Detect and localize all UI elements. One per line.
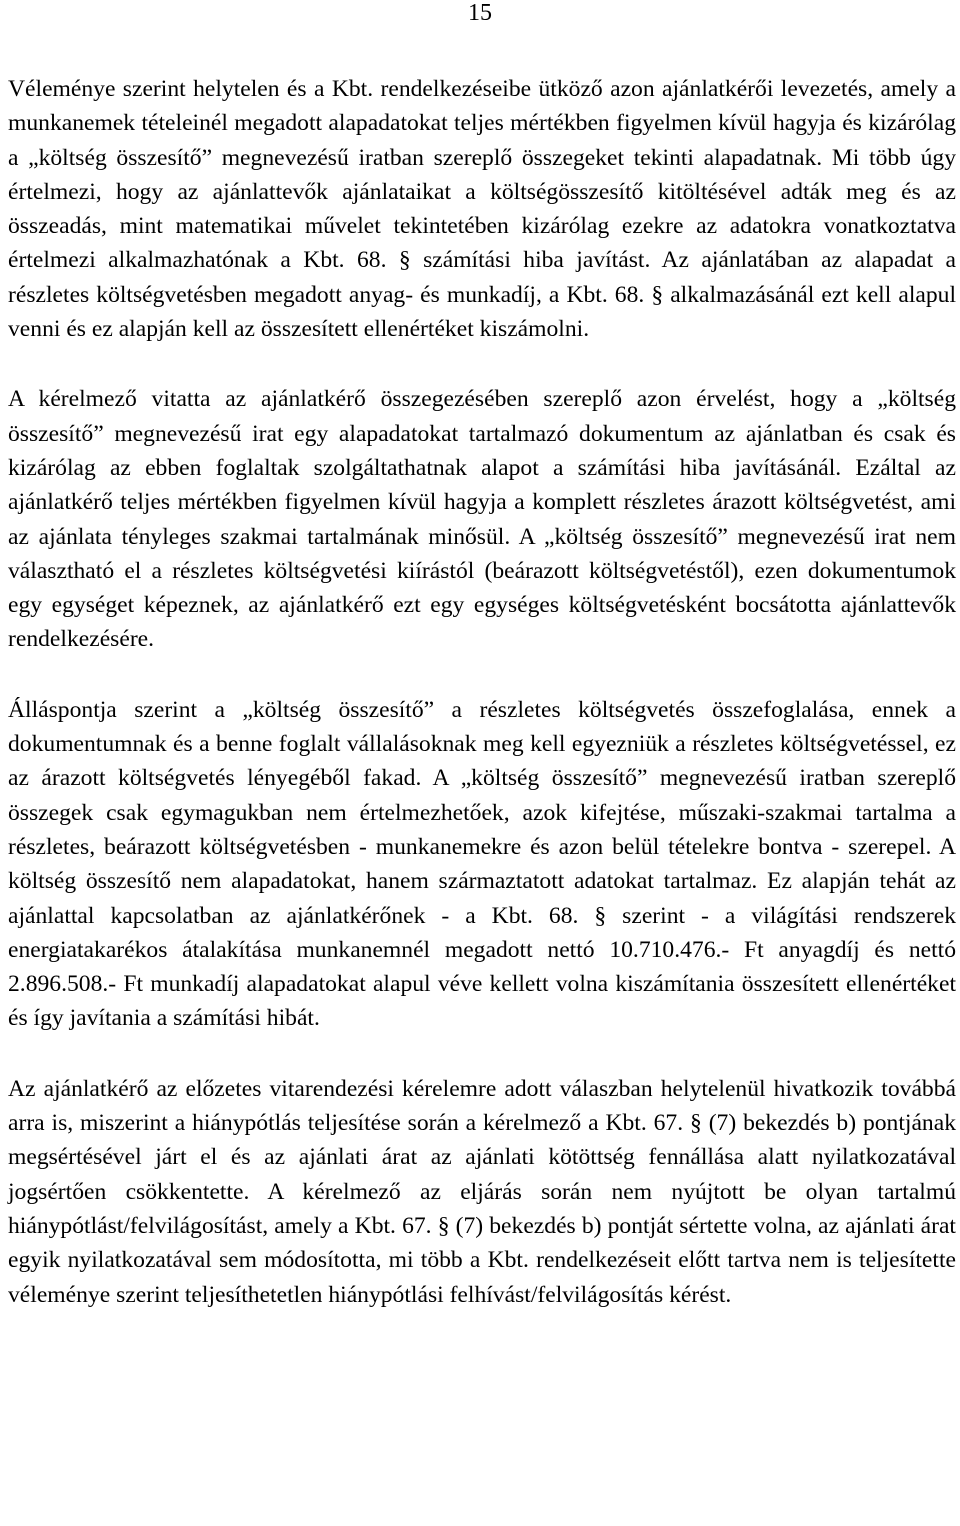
document-body	[8, 72, 956, 1312]
paragraph: Álláspontja szerint a „költség összesítő” a részletes költségvetés összefoglalása, ennek a dokumentumnak és a benne foglalt vállalásoknak meg kell egyezniük a részletes költségvetéssel, ez az árazott költségvetés lényegéből fakad. A „költség összesítő” megnevezésű iratban szereplő összegek csak egymagukban nem értelmezhetőek, azok kifejtése, műszaki-szakmai tartalma a részletes, beárazott költségvetésben - munkanemekre és azon belül tételekre bontva - szerepel. A költség összesítő nem alapadatokat, hanem származtatott adatokat tartalmaz. Ez alapján tehát az ajánlattal kapcsolatban az ajánlatkérőnek - a Kbt. 68. § szerint - a világítási rendszerek energiatakarékos átalakítása munkanemnél megadott nettó 10.710.476.- Ft anyagdíj és nettó 2.896.508.- Ft munkadíj alapadatokat alapul véve kellett volna kiszámítania összesített ellenértéket és így javítania a számítási hibát.	[8, 696, 956, 1032]
paragraph: Az ajánlatkérő az előzetes vitarendezési kérelemre adott válaszban helytelenül hivatkozik továbbá arra is, miszerint a hiánypótlás teljesítése során a kérelmező a Kbt. 67. § (7) bekezdés b) pontjának megsértésével járt el és az ajánlati árat az ajánlati kötöttség fennállása alatt nyilatkozatával jogsértően csökkentette. A kérelmező az eljárás során nem nyújtott be olyan tartalmú hiánypótlást/felvilágosítást, amely a Kbt. 67. § (7) bekezdés b) pontját sértette volna, az ajánlati árat egyik nyilatkozatával sem módosította, mi több a Kbt. rendelkezéseit előtt tartva nem is teljesítette véleménye szerint teljesíthetetlen hiánypótlási felhívást/felvilágosítás kérést.	[8, 1075, 956, 1308]
page-number: 15	[468, 0, 492, 26]
paragraph: A kérelmező vitatta az ajánlatkérő összegezésében szereplő azon érvelést, hogy a „költség összesítő” megnevezésű irat egy alapadatokat tartalmazó dokumentum az ajánlatban és csak és kizárólag az ebben foglaltak szolgáltathatnak alapot a számítási hiba javításánál. Ezáltal az ajánlatkérő teljes mértékben figyelmen kívül hagyja a komplett részletes árazott költségvetést, ami az ajánlata tényleges szakmai tartalmának minősül. A „költség összesítő” megnevezésű irat nem választható el a részletes költségvetési kiírástól (beárazott költségvetéstől), ezen dokumentumok egy egységet képeznek, az ajánlatkérő ezt egy egységes költségvetésként bocsátotta ajánlattevők rendelkezésére.	[8, 386, 956, 653]
paragraph: Véleménye szerint helytelen és a Kbt. rendelkezéseibe ütköző azon ajánlatkérői levezetés, amely a munkanemek tételeinél megadott alapadatokat teljes mértékben figyelmen kívül hagyja és kizárólag a „költség összesítő” megnevezésű iratban szereplő összegeket tekinti alapadatnak. Mi több úgy értelmezi, hogy az ajánlattevők ajánlataikat a költségösszesítő kitöltésével adták meg és az összeadás, mint matematikai művelet tekintetében kizárólag ezekre az adatokra vonatkoztatva értelmezi alkalmazhatónak a Kbt. 68. § számítási hiba javítást. Az ajánlatában az alapadat a részletes költségvetésben megadott anyag- és munkadíj, a Kbt. 68. § alkalmazásánál ezt kell alapul venni és ez alapján kell az összesített ellenértéket kiszámolni.	[8, 76, 956, 343]
